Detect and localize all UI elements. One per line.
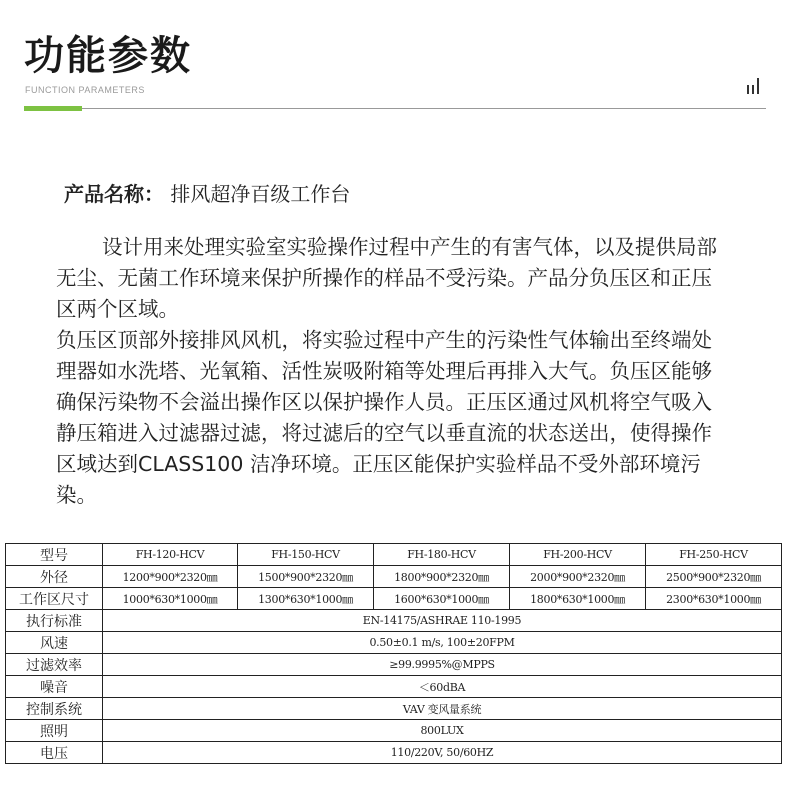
table-row-control-system bbox=[6, 698, 782, 720]
row-label: 控制系统 bbox=[6, 698, 103, 720]
table-cell: ＜60dBA bbox=[103, 676, 782, 698]
table-cell: 1300*630*1000㎜ bbox=[238, 588, 374, 610]
table-cell: 0.50±0.1 m/s, 100±20FPM bbox=[103, 632, 782, 654]
table-cell: 2500*900*2320㎜ bbox=[646, 566, 782, 588]
product-name bbox=[64, 180, 350, 208]
table-cell: ≥99.9995%@MPPS bbox=[103, 654, 782, 676]
table-cell: 1800*900*2320㎜ bbox=[374, 566, 510, 588]
table-row-outer-dimensions bbox=[6, 566, 782, 588]
table-row-airspeed bbox=[6, 632, 782, 654]
table-row-model bbox=[6, 544, 782, 566]
table-cell: 110/220V, 50/60HZ bbox=[103, 742, 782, 764]
description-paragraph-2: 负压区顶部外接排风风机，将实验过程中产生的污染性气体输出至终端处理器如水洗塔、光氧箱、活性炭吸附箱等处理后再排入大气。负压区能够确保污染物不会溢出操作区以保护操作人员。正压区通过风机将空气吸入静压箱进入过滤器过滤，将过滤后的空气以垂直流的状态送出，使得操作区域达到CLASS100 洁净环境。正压区能保护实验样品不受外部环境污染。 bbox=[56, 328, 712, 507]
row-label: 照明 bbox=[6, 720, 103, 742]
table-cell: 1000*630*1000㎜ bbox=[103, 588, 238, 610]
row-label: 型号 bbox=[6, 544, 103, 566]
product-name-label: 产品名称： bbox=[64, 182, 164, 206]
table-cell: 1500*900*2320㎜ bbox=[238, 566, 374, 588]
table-row-filter-efficiency bbox=[6, 654, 782, 676]
table-cell: FH-200-HCV bbox=[510, 544, 646, 566]
table-cell: VAV 变风量系统 bbox=[103, 698, 782, 720]
table-row-work-area bbox=[6, 588, 782, 610]
page-subtitle: FUNCTION PARAMETERS bbox=[25, 85, 145, 95]
table-cell: 2300*630*1000㎜ bbox=[646, 588, 782, 610]
row-label: 工作区尺寸 bbox=[6, 588, 103, 610]
table-row-voltage bbox=[6, 742, 782, 764]
row-label: 过滤效率 bbox=[6, 654, 103, 676]
row-label: 噪音 bbox=[6, 676, 103, 698]
table-cell: FH-150-HCV bbox=[238, 544, 374, 566]
row-label: 外径 bbox=[6, 566, 103, 588]
table-cell: 2000*900*2320㎜ bbox=[510, 566, 646, 588]
product-description bbox=[56, 232, 726, 511]
table-cell: 800LUX bbox=[103, 720, 782, 742]
table-cell: 1600*630*1000㎜ bbox=[374, 588, 510, 610]
table-cell: 1200*900*2320㎜ bbox=[103, 566, 238, 588]
row-label: 执行标准 bbox=[6, 610, 103, 632]
row-label: 电压 bbox=[6, 742, 103, 764]
description-paragraph-1: 设计用来处理实验室实验操作过程中产生的有害气体，以及提供局部无尘、无菌工作环境来保护所操作的样品不受污染。产品分负压区和正压区两个区域。 bbox=[56, 235, 717, 321]
table-row-noise bbox=[6, 676, 782, 698]
table-cell: FH-250-HCV bbox=[646, 544, 782, 566]
bars-icon bbox=[746, 78, 762, 94]
table-cell: EN-14175/ASHRAE 110-1995 bbox=[103, 610, 782, 632]
header-divider bbox=[24, 108, 766, 109]
product-name-value: 排风超净百级工作台 bbox=[170, 182, 351, 206]
spec-table bbox=[5, 543, 782, 764]
page-title: 功能参数 bbox=[24, 33, 192, 79]
header-accent-bar bbox=[24, 106, 82, 111]
table-cell: FH-180-HCV bbox=[374, 544, 510, 566]
table-cell: 1800*630*1000㎜ bbox=[510, 588, 646, 610]
table-cell: FH-120-HCV bbox=[103, 544, 238, 566]
table-row-lighting bbox=[6, 720, 782, 742]
row-label: 风速 bbox=[6, 632, 103, 654]
page-header bbox=[0, 0, 790, 120]
table-row-standard bbox=[6, 610, 782, 632]
